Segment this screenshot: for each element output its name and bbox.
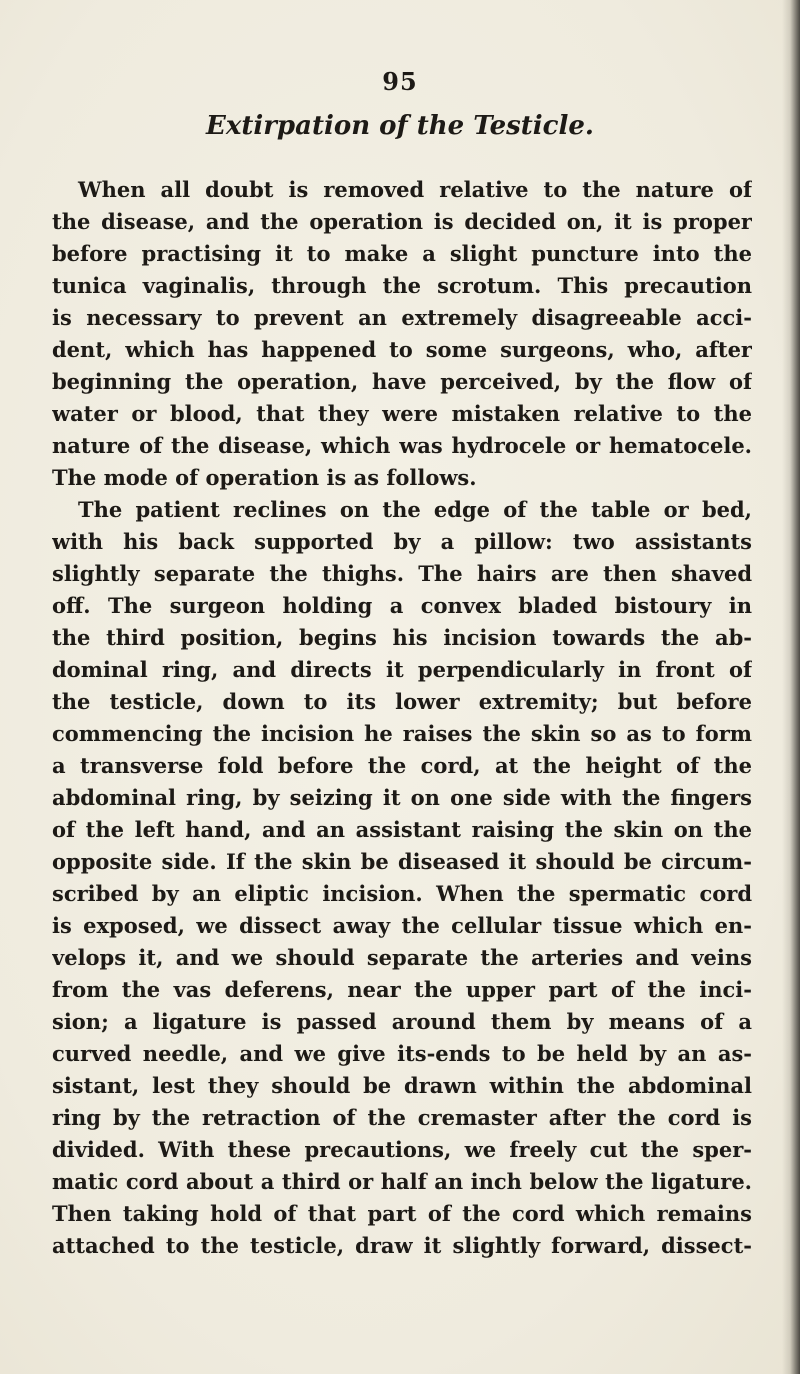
text-line: divided. With these precautions, we freely cut the sper- bbox=[52, 1137, 752, 1162]
text-line: sion; a ligature is passed around them by means of a bbox=[52, 1009, 752, 1034]
text-line: opposite side. If the skin be diseased it should be circum- bbox=[52, 849, 752, 874]
text-line: with his back supported by a pillow: two assistants bbox=[52, 529, 752, 554]
text-line: dent, which has happened to some surgeons, who, after bbox=[52, 337, 752, 362]
text-line: When all doubt is removed relative to the nature of bbox=[78, 177, 752, 202]
text-line: the third position, begins his incision towards the ab- bbox=[52, 625, 752, 650]
chapter-title: Extirpation of the Testicle. bbox=[206, 111, 594, 141]
text-line: of the left hand, and an assistant raising the skin on the bbox=[52, 817, 752, 842]
text-line: commencing the incision he raises the skin so as to form bbox=[52, 721, 752, 746]
page-number: 95 bbox=[382, 67, 418, 96]
text-line: the disease, and the operation is decided on, it is proper bbox=[52, 209, 752, 234]
text-line: beginning the operation, have perceived, by the flow of bbox=[52, 369, 752, 394]
text-line: tunica vaginalis, through the scrotum. This precaution bbox=[52, 273, 752, 298]
body-text bbox=[52, 174, 752, 1262]
text-line: matic cord about a third or half an inch below the ligature. bbox=[52, 1169, 752, 1194]
text-line: The mode of operation is as follows. bbox=[52, 465, 477, 490]
text-line: attached to the testicle, draw it slightly forward, dissect- bbox=[52, 1233, 752, 1258]
text-line: abdominal ring, by seizing it on one side with the fingers bbox=[52, 785, 752, 810]
text-line: is necessary to prevent an extremely disagreeable acci- bbox=[52, 305, 752, 330]
text-line: scribed by an eliptic incision. When the spermatic cord bbox=[52, 881, 752, 906]
text-line: the testicle, down to its lower extremity; but before bbox=[52, 689, 752, 714]
text-line: sistant, lest they should be drawn within the abdominal bbox=[52, 1073, 752, 1098]
paragraph-1 bbox=[52, 174, 752, 494]
text-line: before practising it to make a slight puncture into the bbox=[52, 241, 752, 266]
page-edge-shadow bbox=[782, 0, 800, 1374]
text-line: slightly separate the thighs. The hairs are then shaved bbox=[52, 561, 752, 586]
text-line: is exposed, we dissect away the cellular tissue which en- bbox=[52, 913, 752, 938]
text-line: velops it, and we should separate the arteries and veins bbox=[52, 945, 752, 970]
text-line: ring by the retraction of the cremaster after the cord is bbox=[52, 1105, 752, 1130]
text-line: a transverse fold before the cord, at the height of the bbox=[52, 753, 752, 778]
text-line: nature of the disease, which was hydrocele or hematocele. bbox=[52, 433, 752, 458]
text-line: from the vas deferens, near the upper part of the inci- bbox=[52, 977, 752, 1002]
text-line: dominal ring, and directs it perpendicularly in front of bbox=[52, 657, 752, 682]
text-line: water or blood, that they were mistaken relative to the bbox=[52, 401, 752, 426]
text-line: curved needle, and we give its-ends to be held by an as- bbox=[52, 1041, 752, 1066]
text-line: The patient reclines on the edge of the table or bed, bbox=[78, 497, 752, 522]
text-line: Then taking hold of that part of the cord which remains bbox=[52, 1201, 752, 1226]
text-line: off. The surgeon holding a convex bladed bistoury in bbox=[52, 593, 752, 618]
paragraph-2 bbox=[52, 494, 752, 1262]
